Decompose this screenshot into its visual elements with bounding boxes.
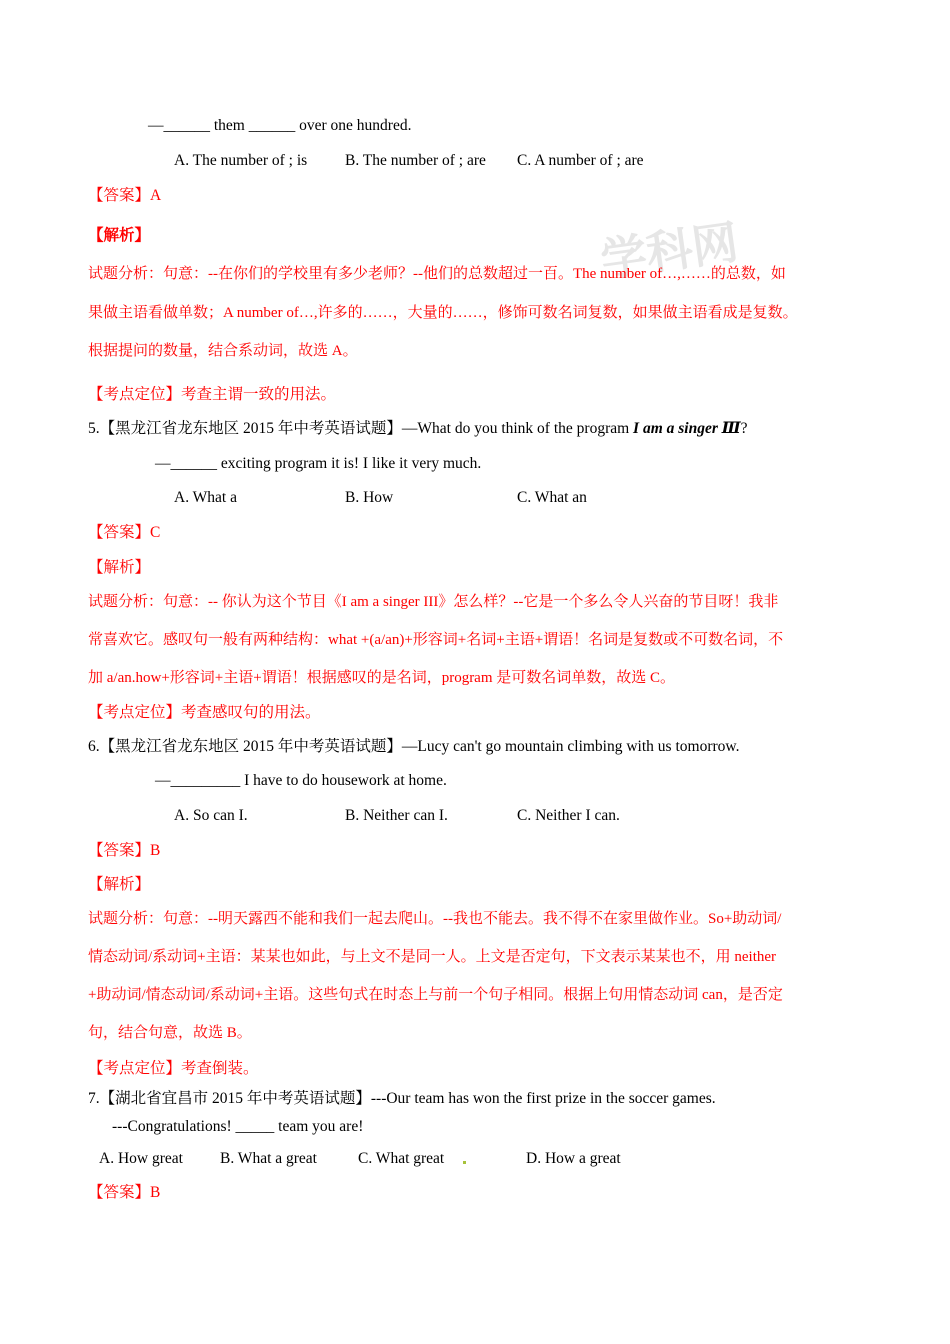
- q7-option-b: B. What a great: [220, 1150, 317, 1167]
- q5-analysis-line1: 试题分析：句意：-- 你认为这个节目《I am a singer III》怎么样？--它是一个多么令人兴奋的节目呀！我非: [88, 594, 779, 610]
- q7-answer: 【答案】B: [88, 1184, 161, 1201]
- q5-option-c: C. What an: [517, 489, 587, 506]
- q6-stem: 6.【黑龙江省龙东地区 2015 年中考英语试题】—Lucy can't go mountain climbing with us tomorrow.: [88, 738, 740, 755]
- q5-analysis-line3: 加 a/an.how+形容词+主语+谓语！根据感叹的是名词，program 是可数名词单数，故选 C。: [88, 670, 676, 686]
- q4-option-c: C. A number of ; are: [517, 152, 644, 169]
- q5-stem: [88, 419, 748, 439]
- q6-option-a: A. So can I.: [174, 807, 248, 824]
- q6-point: 【考点定位】考查倒装。: [88, 1060, 259, 1077]
- q4-option-b: B. The number of ; are: [345, 152, 486, 169]
- q5-stem-prefix: 5.【黑龙江省龙东地区 2015 年中考英语试题】—What do you think of the program: [88, 420, 634, 437]
- q6-stem-line2: —_________ I have to do housework at home.: [155, 772, 447, 789]
- q6-answer: 【答案】B: [88, 842, 161, 859]
- q5-analysis-line2: 常喜欢它。感叹句一般有两种结构：what +(a/an)+形容词+名词+主语+谓语！名词是复数或不可数名词，不: [88, 632, 784, 648]
- q5-point: 【考点定位】考查感叹句的用法。: [88, 704, 321, 721]
- q7-option-d: D. How a great: [526, 1150, 621, 1167]
- q5-option-b: B. How: [345, 489, 394, 506]
- q5-stem-suffix: ?: [740, 420, 748, 437]
- q5-analysis-label: 【解析】: [88, 559, 151, 576]
- q4-point: 【考点定位】考查主谓一致的用法。: [88, 386, 337, 403]
- q6-analysis-line2: 情态动词/系动词+主语：某某也如此，与上文不是同一人。上文是否定句，下文表示某某也不，用 neither: [88, 949, 777, 965]
- q6-analysis-line1: 试题分析：句意：--明天露西不能和我们一起去爬山。--我也不能去。我不得不在家里做作业。So+助动词/: [88, 911, 782, 927]
- q4-analysis-label: 【解析】: [88, 227, 151, 244]
- q4-option-a: A. The number of ; is: [174, 152, 308, 169]
- q6-option-c: C. Neither I can.: [517, 807, 620, 824]
- q6-analysis-line4: 句，结合句意，故选 B。: [88, 1025, 252, 1041]
- q6-analysis-label: 【解析】: [88, 876, 151, 893]
- q6-option-b: B. Neither can I.: [345, 807, 448, 824]
- q7-stem-line2: ---Congratulations! _____ team you are!: [112, 1118, 364, 1135]
- q5-stem-line2: —______ exciting program it is! I like it very much.: [155, 455, 482, 472]
- q5-option-a: A. What a: [174, 489, 237, 506]
- q7-stem: 7.【湖北省宜昌市 2015 年中考英语试题】---Our team has won the first prize in the soccer games.: [88, 1090, 716, 1107]
- q6-analysis-line3: +助动词/情态动词/系动词+主语。这些句式在时态上与前一个句子相同。根据上句用情态动词 can，是否定: [88, 987, 783, 1003]
- q7-option-c: C. What great: [358, 1150, 445, 1167]
- q7-option-a: A. How great: [99, 1150, 183, 1167]
- q5-answer: 【答案】C: [88, 524, 161, 541]
- q4-analysis-line3: 根据提问的数量，结合系动词，故选 A。: [88, 343, 358, 359]
- q5-program-title: I am a singer Ⅲ: [633, 420, 741, 437]
- q4-analysis-line2: 果做主语看做单数；A number of…,许多的……，大量的……，修饰可数名词复数，如果做主语看成是复数。: [88, 305, 798, 321]
- q4-stem-line2: —______ them ______ over one hundred.: [148, 117, 412, 134]
- q4-answer: 【答案】A: [88, 187, 162, 204]
- stray-mark: [463, 1161, 466, 1164]
- watermark: 学科网: [597, 214, 742, 288]
- q4-analysis-line1: 试题分析：句意：--在你们的学校里有多少老师？--他们的总数超过一百。The number of…,……的总数，如: [88, 266, 786, 282]
